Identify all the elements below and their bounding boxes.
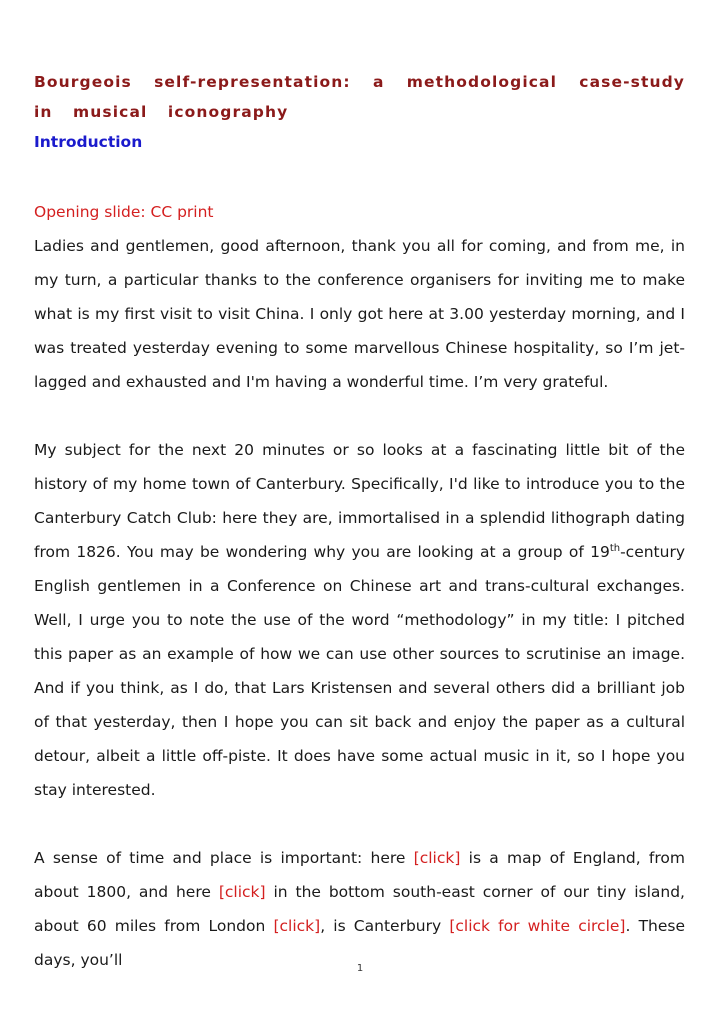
opening-slide-label: Opening slide: CC print bbox=[34, 203, 214, 221]
paragraph-3-text-3: in the bottom south-east corner of our tiny island, about 60 miles from London bbox=[34, 883, 685, 935]
page-number: 1 bbox=[356, 963, 364, 974]
document-title-text: Bourgeois self-representation: a methodological case-study in musical iconography bbox=[34, 73, 685, 121]
click-cue-white-circle: [click for white circle] bbox=[449, 917, 626, 935]
document-title bbox=[34, 67, 685, 127]
paragraph-2 bbox=[34, 433, 685, 807]
paragraph-3 bbox=[34, 841, 685, 977]
document-page bbox=[34, 67, 685, 977]
click-cue-2: [click] bbox=[218, 883, 266, 901]
paragraph-1: Ladies and gentlemen, good afternoon, thank you all for coming, and from me, in my turn, a particular thanks to the conference organisers for inviting me to make what is my first visit to visit China. I only got here at 3.00 yesterday morning, and I was treated yesterday evening to some marvellous Chinese hospitality, so I’m jet-lagged and exhausted and I'm having a wonderful time. I’m very grateful. bbox=[34, 237, 685, 391]
paragraph-3-text-1: A sense of time and place is important: here bbox=[34, 849, 414, 867]
paragraph-3-text-5: . These days, you’ll bbox=[34, 917, 686, 969]
click-cue-3: [click] bbox=[273, 917, 321, 935]
paragraph-2-text-a: My subject for the next 20 minutes or so looks at a fascinating little bit of the history of my home town of Canterbury. Specifically, I'd like to introduce you to the Canterbury Catch Club: here they are, immortalised in a splendid lithograph dating from 1826. You may be wondering why you are looking at a group of 19 bbox=[34, 441, 685, 561]
paragraph-2-text-b: -century English gentlemen in a Conference on Chinese art and trans-cultural exchanges. Well, I urge you to note the use of the word “methodology” in my title: I pitched this paper as an example of how we can use other sources to scrutinise an image. And if you think, as I do, that Lars Kristensen and several others did a brilliant job of that yesterday, then I hope you can sit back and enjoy the paper as a cultural detour, albeit a little off-piste. It does have some actual music in it, so I hope you stay interested. bbox=[34, 543, 685, 799]
section-heading: Introduction bbox=[34, 133, 143, 151]
paragraph-3-text-4: , is Canterbury bbox=[320, 917, 450, 935]
paragraph-3-text-2: is a map of England, from about 1800, and here bbox=[34, 849, 685, 901]
ordinal-superscript: th bbox=[609, 542, 621, 554]
click-cue-1: [click] bbox=[413, 849, 461, 867]
